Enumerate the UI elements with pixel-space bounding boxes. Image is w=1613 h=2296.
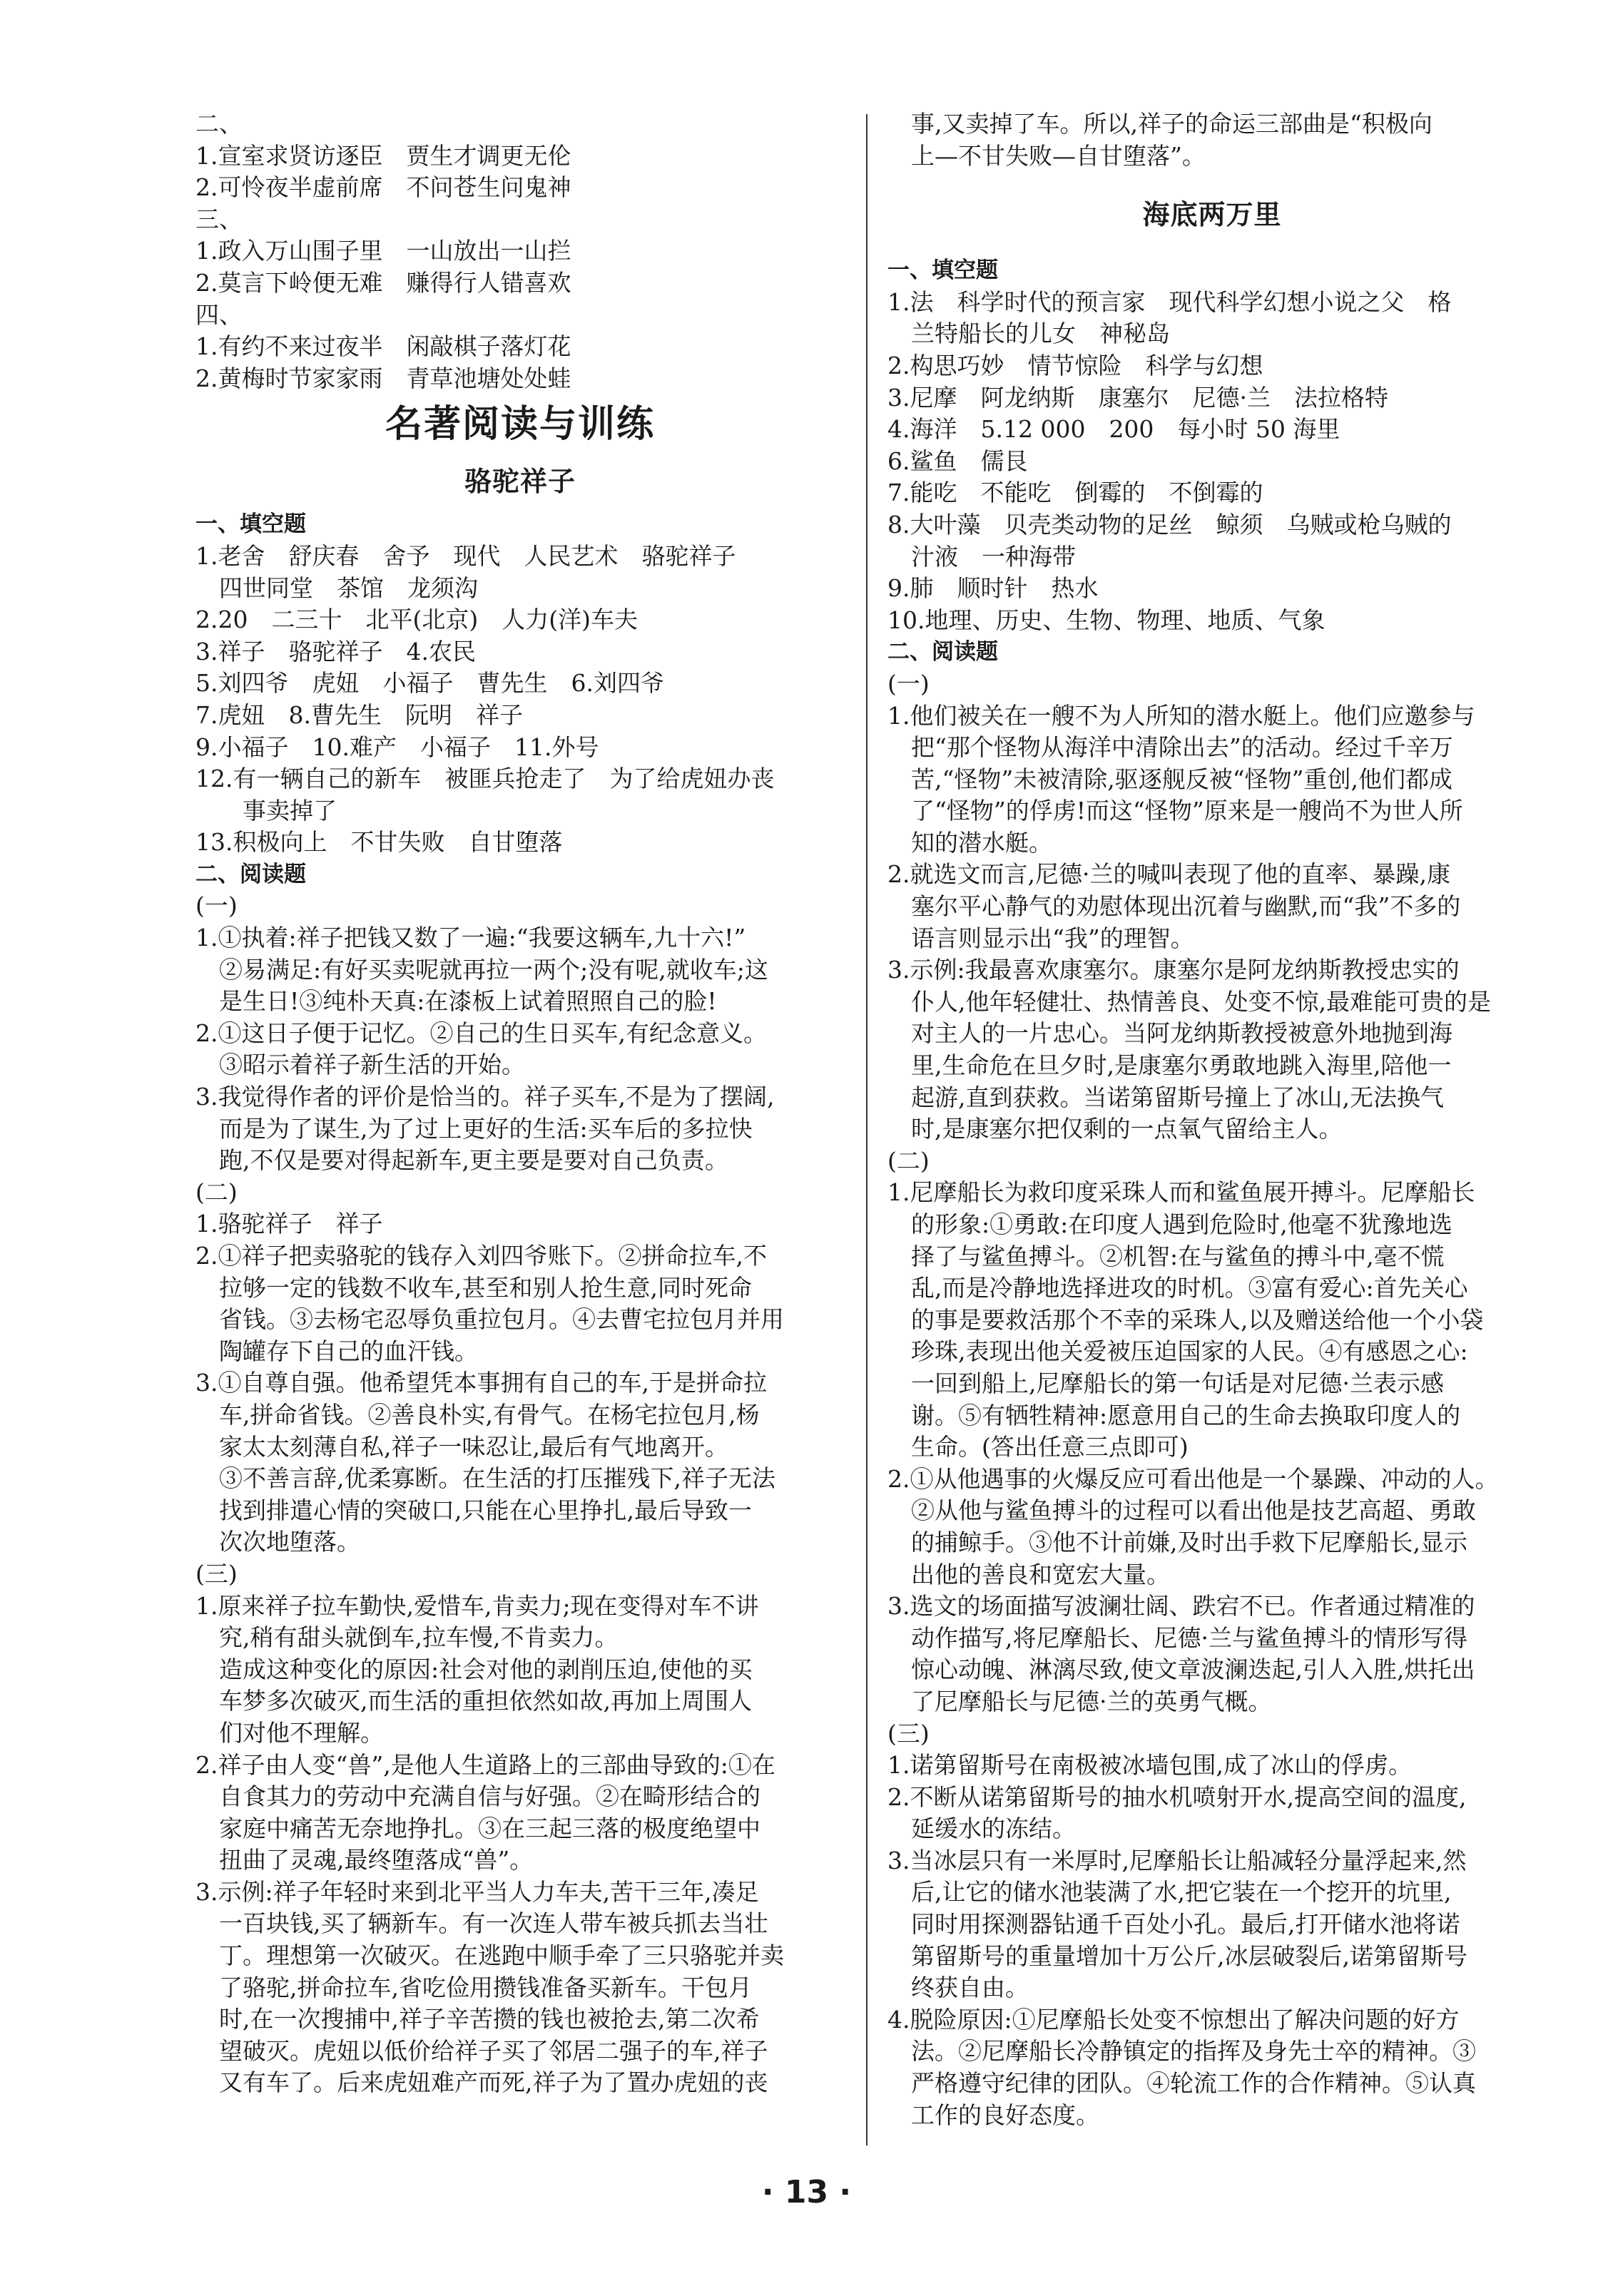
text-line: 乱,而是冷静地选择进攻的时机。③富有爱心:首先关心 xyxy=(911,1274,1468,1302)
text-line: 2.①祥子把卖骆驼的钱存入刘四爷账下。②拼命拉车,不 xyxy=(195,1242,767,1270)
text-line: 2.构思巧妙 情节惊险 科学与幻想 xyxy=(887,351,1263,379)
text-line: 语言则显示出“我”的理智。 xyxy=(911,924,1194,952)
text-line: 13.积极向上 不甘失败 自甘堕落 xyxy=(195,828,563,857)
text-line: 1.①执着:祥子把钱又数了一遍:“我要这辆车,九十六!” xyxy=(195,924,746,952)
text-line: 延缓水的冻结。 xyxy=(911,1815,1076,1843)
text-line: ②易满足:有好买卖呢就再拉一两个;没有呢,就收车;这 xyxy=(219,955,768,984)
text-line: 三、 xyxy=(195,205,243,233)
text-line: 3.祥子 骆驼祥子 4.农民 xyxy=(195,637,476,665)
text-line: (二) xyxy=(195,1178,238,1206)
text-line: 6.鲨鱼 儒艮 xyxy=(887,447,1028,475)
text-line: 3.当冰层只有一米厚时,尼摩船长让船减轻分量浮起来,然 xyxy=(887,1846,1467,1874)
text-line: 终获自由。 xyxy=(911,1974,1029,2002)
text-line: 苦,“怪物”未被清除,驱逐舰反被“怪物”重创,他们都成 xyxy=(911,765,1452,793)
text-line: 1.他们被关在一艘不为人所知的潜水艇上。他们应邀参与 xyxy=(887,701,1475,730)
text-line: 事,又卖掉了车。所以,祥子的命运三部曲是“积极向 xyxy=(911,110,1433,138)
text-line: 2.20 二三十 北平(北京) 人力(洋)车夫 xyxy=(195,606,638,634)
text-line: 究,稍有甜头就倒车,拉车慢,不肯卖力。 xyxy=(219,1623,619,1652)
text-line: ③不善言辞,优柔寡断。在生活的打压摧残下,祥子无法 xyxy=(219,1464,775,1493)
section-heading: 二、阅读题 xyxy=(195,861,306,887)
text-line: 5.刘四爷 虎妞 小福子 曹先生 6.刘四爷 xyxy=(195,669,664,698)
left-column xyxy=(195,108,845,2099)
text-line: 1.法 科学时代的预言家 现代科学幻想小说之父 格 xyxy=(887,287,1452,316)
text-line: 7.能吃 不能吃 倒霉的 不倒霉的 xyxy=(887,479,1263,507)
text-line: 同时用探测器钻通千百处小孔。最后,打开储水池将诺 xyxy=(911,1910,1460,1939)
section-title: 名著阅读与训练 xyxy=(385,403,655,447)
text-line: 起游,直到获救。当诺第留斯号撞上了冰山,无法换气 xyxy=(911,1083,1444,1111)
text-line: (一) xyxy=(195,892,238,920)
text-line: 1.尼摩船长为救印度采珠人而和鲨鱼展开搏斗。尼摩船长 xyxy=(887,1178,1475,1207)
text-line: 塞尔平心静气的劝慰体现出沉着与幽默,而“我”不多的 xyxy=(911,892,1461,921)
section-heading: 二、阅读题 xyxy=(887,639,998,665)
text-line: 了骆驼,拼命拉车,省吃俭用攒钱准备买新车。干包月 xyxy=(219,1973,752,2001)
text-line: 里,生命危在旦夕时,是康塞尔勇敢地跳入海里,陪他一 xyxy=(911,1051,1452,1080)
text-line: ②从他与鲨鱼搏斗的过程可以看出他是技艺高超、勇敢 xyxy=(911,1496,1476,1525)
text-line: (三) xyxy=(887,1719,930,1747)
text-line: 找到排遣心情的突破口,只能在心里挣扎,最后导致一 xyxy=(219,1496,752,1524)
text-line: 次次地堕落。 xyxy=(219,1528,360,1556)
text-line: 生命。(答出任意三点即可) xyxy=(911,1433,1189,1461)
text-line: 的形象:①勇敢:在印度人遇到危险时,他毫不犹豫地选 xyxy=(911,1210,1452,1238)
text-line: 4.脱险原因:①尼摩船长处变不惊想出了解决问题的好方 xyxy=(887,2005,1460,2034)
text-line: 9.小福子 10.难产 小福子 11.外号 xyxy=(195,733,599,761)
text-line: 1.政入万山围子里 一山放出一山拦 xyxy=(195,237,571,265)
text-line: 车,拼命省钱。②善良朴实,有骨气。在杨宅拉包月,杨 xyxy=(219,1400,760,1429)
text-line: 省钱。③去杨宅忍辱负重拉包月。④去曹宅拉包月并用 xyxy=(219,1305,784,1334)
text-line: 12.有一辆自己的新车 被匪兵抢走了 为了给虎妞办丧 xyxy=(195,765,775,793)
text-line: 时,是康塞尔把仅剩的一点氧气留给主人。 xyxy=(911,1115,1343,1143)
text-line: 法。②尼摩船长冷静镇定的指挥及身先士卒的精神。③ xyxy=(911,2037,1476,2066)
text-line: 又有车了。后来虎妞难产而死,祥子为了置办虎妞的丧 xyxy=(219,2068,768,2097)
text-line: 时,在一次搜捕中,祥子辛苦攒的钱也被抢去,第二次希 xyxy=(219,2005,760,2034)
text-line: 事卖掉了 xyxy=(243,796,337,825)
text-line: 第留斯号的重量增加十万公斤,冰层破裂后,诺第留斯号 xyxy=(911,1942,1467,1970)
text-line: 了“怪物”的俘虏!而这“怪物”原来是一艘尚不为世人所 xyxy=(911,797,1463,825)
text-line: 四、 xyxy=(195,300,243,329)
text-line: 拉够一定的钱数不收车,甚至和别人抢生意,同时死命 xyxy=(219,1273,752,1302)
text-line: 2.莫言下岭便无难 赚得行人错喜欢 xyxy=(195,268,571,297)
text-line: 3.选文的场面描写波澜壮阔、跌宕不已。作者通过精准的 xyxy=(887,1592,1475,1621)
text-line: 4.海洋 5.12 000 200 每小时 50 海里 xyxy=(887,415,1340,444)
book-title-luotuo: 骆驼祥子 xyxy=(464,466,576,498)
text-line: 10.地理、历史、生物、物理、地质、气象 xyxy=(887,606,1325,634)
text-line: 珍珠,表现出他关爱被压迫国家的人民。④有感恩之心: xyxy=(911,1337,1468,1366)
text-line: 把“那个怪物从海洋中清除出去”的活动。经过千辛万 xyxy=(911,733,1453,762)
text-line: 的捕鲸手。③他不计前嫌,及时出手救下尼摩船长,显示 xyxy=(911,1528,1467,1556)
text-line: (二) xyxy=(887,1146,930,1175)
luotuo-answers xyxy=(195,509,845,2099)
text-line: 车梦多次破灭,而生活的重担依然如故,再加上周围人 xyxy=(219,1687,752,1715)
text-line: 扭曲了灵魂,最终堕落成“兽”。 xyxy=(219,1846,534,1874)
book-title-haidi: 海底两万里 xyxy=(1142,199,1282,231)
text-line: 造成这种变化的原因:社会对他的剥削压迫,使他的买 xyxy=(219,1655,753,1683)
text-line: 9.肺 顺时针 热水 xyxy=(887,574,1099,603)
text-line: ③昭示着祥子新生活的开始。 xyxy=(219,1051,525,1079)
text-line: 工作的良好态度。 xyxy=(911,2101,1099,2129)
text-line: 择了与鲨鱼搏斗。②机智:在与鲨鱼的搏斗中,毫不慌 xyxy=(911,1242,1445,1270)
section-heading: 一、填空题 xyxy=(195,511,306,538)
text-line: 家庭中痛苦无奈地挣扎。③在三起三落的极度绝望中 xyxy=(219,1814,760,1842)
text-line: 2.黄梅时节家家雨 青草池塘处处蛙 xyxy=(195,364,571,392)
text-line: 1.原来祥子拉车勤快,爱惜车,肯卖力;现在变得对车不讲 xyxy=(195,1591,759,1620)
text-line: 2.就选文而言,尼德·兰的喊叫表现了他的直率、暴躁,康 xyxy=(887,860,1450,889)
text-line: 上—不甘失败—自甘堕落”。 xyxy=(911,141,1206,170)
page-number: · 13 · xyxy=(761,2174,852,2210)
text-line: 2.①从他遇事的火爆反应可看出他是一个暴躁、冲动的人。 xyxy=(887,1464,1499,1493)
text-line: 1.骆驼祥子 祥子 xyxy=(195,1210,383,1238)
text-line: 谢。⑤有牺牲精神:愿意用自己的生命去换取印度人的 xyxy=(911,1401,1461,1429)
text-line: 1.有约不来过夜半 闲敲棋子落灯花 xyxy=(195,332,571,361)
text-line: 1.诺第留斯号在南极被冰墙包围,成了冰山的俘虏。 xyxy=(887,1751,1412,1780)
text-line: 3.①自尊自强。他希望凭本事拥有自己的车,于是拼命拉 xyxy=(195,1369,767,1397)
text-line: 1.老舍 舒庆春 舍予 现代 人民艺术 骆驼祥子 xyxy=(195,541,736,570)
text-line: 望破灭。虎妞以低价给祥子买了邻居二强子的车,祥子 xyxy=(219,2036,768,2065)
text-line: 汁液 一种海带 xyxy=(911,542,1076,571)
text-line: 2.不断从诺第留斯号的抽水机喷射开水,提高空间的温度, xyxy=(887,1782,1467,1811)
text-line: 家太太刻薄自私,祥子一味忍让,最后有气地离开。 xyxy=(219,1432,728,1461)
text-line: 兰特船长的儿女 神秘岛 xyxy=(911,320,1170,348)
text-line: 知的潜水艇。 xyxy=(911,828,1052,857)
text-line: 8.大叶藻 贝壳类动物的足丝 鲸须 乌贼或枪乌贼的 xyxy=(887,510,1452,539)
text-line: 们对他不理解。 xyxy=(219,1718,384,1747)
text-line: 二、 xyxy=(195,110,243,138)
text-line: 仆人,他年轻健壮、热情善良、处变不惊,最难能可贵的是 xyxy=(911,987,1491,1016)
text-line: (三) xyxy=(195,1559,238,1588)
text-line: 7.虎妞 8.曹先生 阮明 祥子 xyxy=(195,700,523,729)
text-line: (一) xyxy=(887,669,930,698)
text-line: 2.①这日子便于记忆。②自己的生日买车,有纪念意义。 xyxy=(195,1019,767,1047)
text-line: 出他的善良和宽宏大量。 xyxy=(911,1560,1170,1588)
text-line: 3.我觉得作者的评价是恰当的。祥子买车,不是为了摆阔, xyxy=(195,1083,775,1111)
luotuo-answers-continued xyxy=(887,108,1537,172)
column-divider xyxy=(866,114,867,2146)
poem-answers xyxy=(195,108,845,394)
text-line: 一回到船上,尼摩船长的第一句话是对尼德·兰表示感 xyxy=(911,1369,1444,1397)
text-line: 是生日!③纯朴天真:在漆板上试着照照自己的脸! xyxy=(219,987,717,1016)
text-line: 陶罐存下自己的血汗钱。 xyxy=(219,1337,478,1365)
text-line: 惊心动魄、淋漓尽致,使文章波澜迭起,引人入胜,烘托出 xyxy=(911,1655,1475,1684)
text-line: 的事是要救活那个不幸的采珠人,以及赠送给他一个小袋 xyxy=(911,1305,1484,1334)
text-line: 2.祥子由人变“兽”,是他人生道路上的三部曲导致的:①在 xyxy=(195,1750,775,1779)
haidi-answers xyxy=(887,255,1537,2131)
text-line: 一百块钱,买了辆新车。有一次连人带车被兵抓去当壮 xyxy=(219,1909,768,1938)
text-line: 四世同堂 茶馆 龙须沟 xyxy=(219,573,478,602)
text-line: 而是为了谋生,为了过上更好的生活:买车后的多拉快 xyxy=(219,1114,753,1143)
text-line: 对主人的一片忠心。当阿龙纳斯教授被意外地抛到海 xyxy=(911,1019,1452,1048)
text-line: 3.示例:我最喜欢康塞尔。康塞尔是阿龙纳斯教授忠实的 xyxy=(887,956,1460,984)
text-line: 自食其力的劳动中充满自信与好强。②在畸形结合的 xyxy=(219,1782,760,1811)
text-line: 3.尼摩 阿龙纳斯 康塞尔 尼德·兰 法拉格特 xyxy=(887,383,1388,412)
text-line: 丁。理想第一次破灭。在逃跑中顺手牵了三只骆驼并卖 xyxy=(219,1942,784,1970)
text-line: 跑,不仅是要对得起新车,更主要是要对自己负责。 xyxy=(219,1146,728,1175)
text-line: 1.宣室求贤访逐臣 贾生才调更无伦 xyxy=(195,141,571,170)
section-heading: 一、填空题 xyxy=(887,257,998,284)
text-line: 动作描写,将尼摩船长、尼德·兰与鲨鱼搏斗的情形写得 xyxy=(911,1623,1467,1652)
right-column xyxy=(887,108,1537,2131)
text-line: 后,让它的储水池装满了水,把它装在一个挖开的坑里, xyxy=(911,1878,1452,1907)
text-line: 3.示例:祥子年轻时来到北平当人力车夫,苦干三年,凑足 xyxy=(195,1877,759,1906)
text-line: 严格遵守纪律的团队。④轮流工作的合作精神。⑤认真 xyxy=(911,2069,1476,2098)
text-line: 了尼摩船长与尼德·兰的英勇气概。 xyxy=(911,1687,1272,1715)
text-line: 2.可怜夜半虚前席 不问苍生问鬼神 xyxy=(195,173,571,202)
